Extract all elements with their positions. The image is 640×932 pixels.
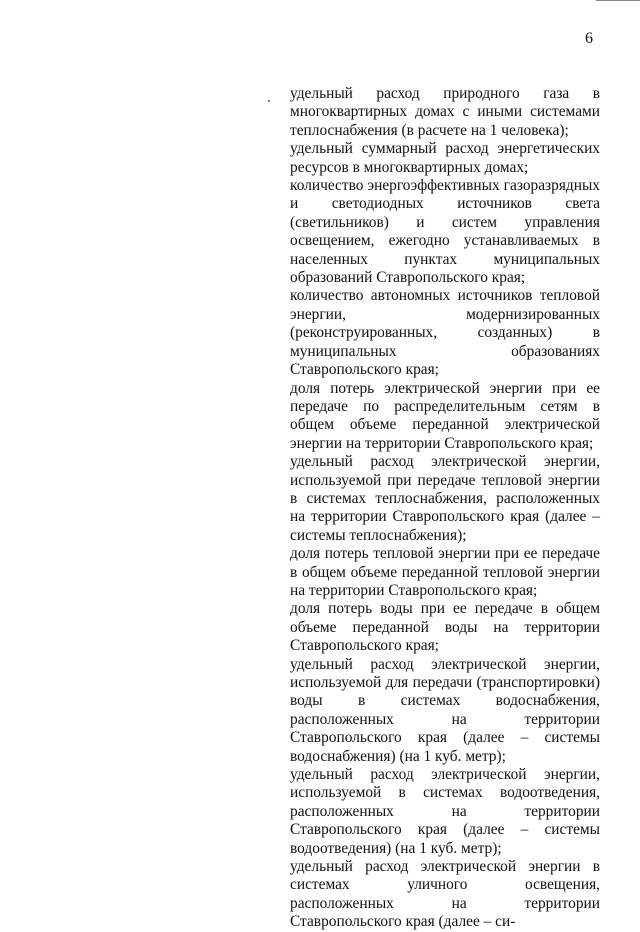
list-item: доля потерь воды при ее передаче в общем объеме переданной воды на территории Ставропольского края; xyxy=(290,600,600,655)
list-item: удельный расход электрической энергии, используемой для передачи (транспортировки) воды в системах водоснабжения, расположенных на территории Ставропольского края (далее – системы водоснабжения) (на 1 куб. метр); xyxy=(290,655,600,765)
list-item: количество автономных источников тепловой энергии, модернизированных (реконструированных, созданных) в муниципальных образованиях Ставропольского края; xyxy=(290,287,600,379)
list-item: доля потерь электрической энергии при ее передаче по распределительным сетям в общем объеме переданной электрической энергии на территории Ставропольского края; xyxy=(290,379,600,452)
document-body xyxy=(290,85,600,932)
scan-top-edge-line xyxy=(596,0,640,1)
list-item: удельный суммарный расход энергетических ресурсов в многоквартирных домах; xyxy=(290,140,600,176)
scan-speck xyxy=(268,100,270,102)
list-item: удельный расход электрической энергии, используемой при передаче тепловой энергии в системах теплоснабжения, расположенных на территории Ставропольского края (далее – системы теплоснабжения); xyxy=(290,453,600,544)
page-number: 6 xyxy=(585,30,593,47)
list-item: удельный расход электрической энергии в системах уличного освещения, расположенных на территории Ставропольского края (далее – си- xyxy=(290,858,600,931)
list-item: удельный расход природного газа в многоквартирных домах с иными системами теплоснабжения (в расчете на 1 человека); xyxy=(290,85,600,139)
list-item: удельный расход электрической энергии, используемой в системах водоотведения, расположенных на территории Ставропольского края (далее – системы водоотведения) (на 1 куб. метр); xyxy=(290,766,600,857)
list-item: доля потерь тепловой энергии при ее передаче в общем объеме переданной тепловой энергии на территории Ставропольского края; xyxy=(290,545,600,599)
list-item: количество энергоэффективных газоразрядных и светодиодных источников света (светильников) и систем управления освещением, ежегодно устанавливаемых в населенных пунктах муниципальных образований Ставропольского края; xyxy=(290,177,600,287)
